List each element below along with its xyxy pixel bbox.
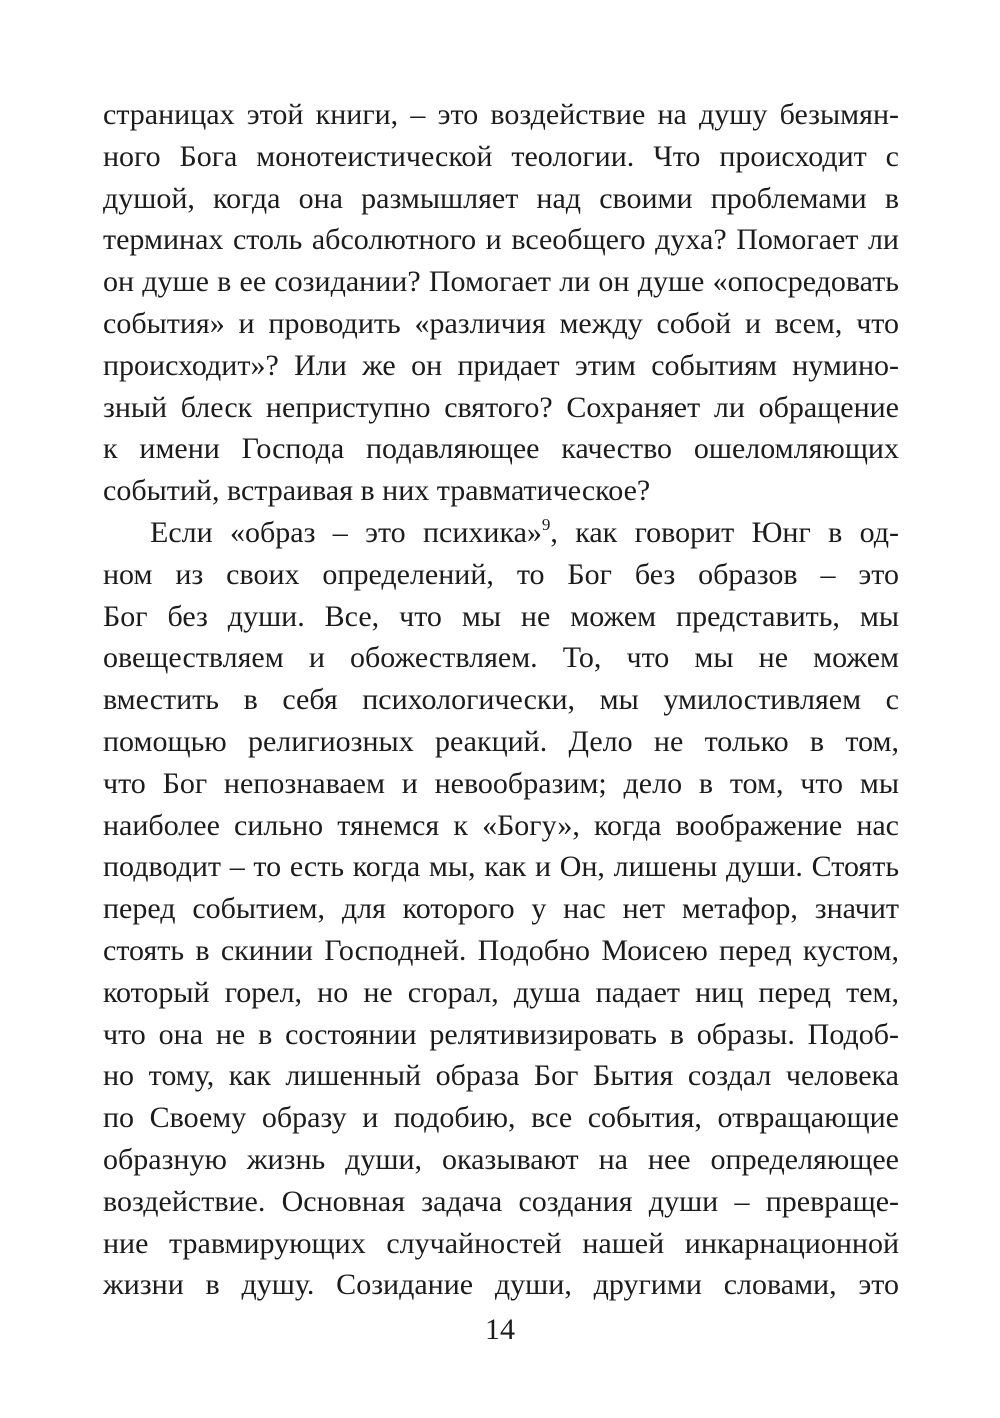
text-segment: , как говорит Юнг в од- <box>550 515 899 549</box>
page-number: 14 <box>485 1313 515 1346</box>
text-line: события» и проводить «различия между собой и всем, что <box>103 306 899 340</box>
text-line: вместить в себя психологически, мы умилостивляем с <box>103 683 899 717</box>
text-line: Бог без души. Все, что мы не можем представить, мы <box>103 599 899 633</box>
text-line: что она не в состоянии релятивизировать в образы. Подоб- <box>103 1017 899 1051</box>
text-segment: Если «образ – это психика» <box>150 515 542 549</box>
body-text <box>103 94 899 1306</box>
text-line: страницах этой книги, – это воздействие на душу безымян- <box>103 98 899 131</box>
text-line: ном из своих определений, то Бог без образов – это <box>103 557 899 591</box>
text-line: жизни в душу. Созидание души, другими словами, это <box>103 1268 899 1302</box>
text-line: происходит»? Или же он придает этим событиям нумино- <box>103 348 899 382</box>
text-line: наиболее сильно тянемся к «Богу», когда воображение нас <box>103 808 899 842</box>
text-line: перед событием, для которого у нас нет метафор, значит <box>103 892 899 926</box>
text-line: что Бог непознаваем и невообразим; дело в том, что мы <box>103 766 899 800</box>
text-line: который горел, но не сгорал, душа падает ниц перед тем, <box>103 975 899 1009</box>
text-line: зный блеск неприступно святого? Сохраняет ли обращение <box>103 390 899 424</box>
text-line: событий, встраивая в них травматическое? <box>103 474 651 508</box>
text-line: к имени Господа подавляющее качество ошеломляющих <box>103 432 899 466</box>
text-line: помощью религиозных реакций. Дело не только в том, <box>103 724 899 758</box>
footnote-reference[interactable]: 9 <box>541 514 551 534</box>
text-line: душой, когда она размышляет над своими проблемами в <box>103 181 899 215</box>
text-line: подводит – то есть когда мы, как и Он, лишены души. Стоять <box>103 850 899 884</box>
text-line: по Своему образу и подобию, все события, отвращающие <box>103 1101 899 1135</box>
text-line: ние травмирующих случайностей нашей инкарнационной <box>103 1226 899 1260</box>
text-line: он душе в ее созидании? Помогает ли он душе «опосредовать <box>103 265 899 299</box>
text-line: образную жизнь души, оказывают на нее определяющее <box>103 1142 899 1176</box>
text-line: но тому, как лишенный образа Бог Бытия создал человека <box>103 1059 899 1093</box>
paragraph-1 <box>103 94 899 512</box>
text-line: ного Бога монотеистической теологии. Что происходит с <box>103 139 899 173</box>
text-line: овеществляем и обожествляем. То, что мы не можем <box>103 641 899 675</box>
paragraph-2 <box>103 512 899 1306</box>
text-line <box>103 512 899 554</box>
text-line: стоять в скинии Господней. Подобно Моисею перед кустом, <box>103 933 899 967</box>
text-line: воздействие. Основная задача создания души – превраще- <box>103 1184 899 1218</box>
text-line: терминах столь абсолютного и всеобщего духа? Помогает ли <box>103 223 899 257</box>
